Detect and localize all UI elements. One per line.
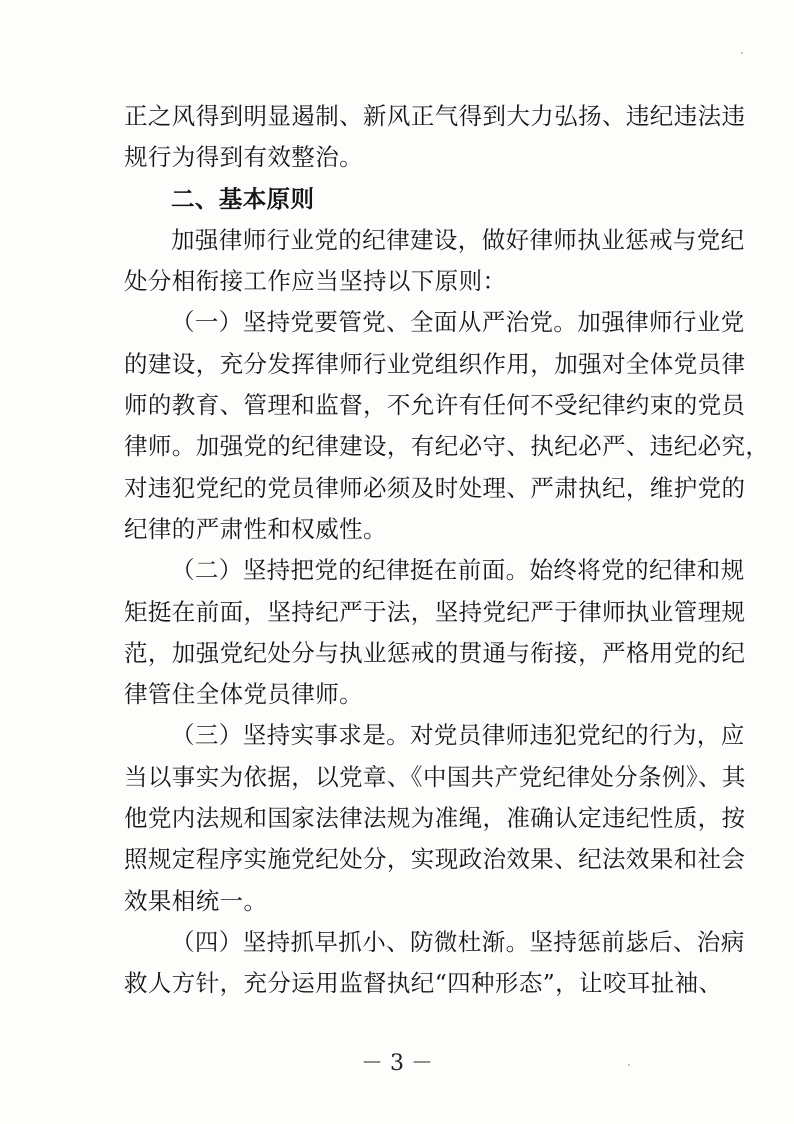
page-number: － 3 －	[361, 1051, 433, 1076]
text-line: 律管住全体党员律师。	[124, 680, 363, 709]
text-line: 他党内法规和国家法律法规为准绳，准确认定违纪性质，按	[124, 804, 746, 833]
text-line: 处分相衔接工作应当坚持以下原则：	[124, 267, 507, 296]
text-line: 效果相统一。	[124, 886, 268, 915]
scan-speck	[628, 1064, 630, 1066]
text-line: 正之风得到明显遏制、新风正气得到大力弘扬、违纪违法违	[124, 102, 746, 130]
text-line: （二）坚持把党的纪律挺在前面。始终将党的纪律和规	[171, 556, 745, 585]
text-line: 师的教育、管理和监督，不允许有任何不受纪律约束的党员	[124, 391, 746, 420]
text-line: 加强律师行业党的纪律建设，做好律师执业惩戒与党纪	[171, 225, 745, 254]
text-line: 对违犯党纪的党员律师必须及时处理、严肃执纪，维护党的	[124, 473, 746, 502]
text-line: 律师。加强党的纪律建设，有纪必守、执纪必严、违纪必究，	[124, 432, 770, 461]
text-line: 规行为得到有效整治。	[124, 143, 363, 172]
text-line: 的建设，充分发挥律师行业党组织作用，加强对全体党员律	[124, 349, 746, 378]
text-line: （三）坚持实事求是。对党员律师违犯党纪的行为，应	[171, 721, 745, 750]
text-line: 当以事实为依据，以党章、《中国共产党纪律处分条例》、其	[124, 762, 746, 791]
text-line: 救人方针，充分运用监督执纪“四种形态”，让咬耳扯袖、	[124, 969, 723, 998]
section-heading: 二、基本原则	[171, 184, 315, 213]
text-line: 矩挺在前面，坚持纪严于法，坚持党纪严于律师执业管理规	[124, 597, 746, 626]
text-line: （四）坚持抓早抓小、防微杜渐。坚持惩前毖后、治病	[171, 927, 745, 956]
body-text	[124, 96, 770, 1005]
text-line: 照规定程序实施党纪处分，实现政治效果、纪法效果和社会	[124, 845, 746, 874]
text-line: 范，加强党纪处分与执业惩戒的贯通与衔接，严格用党的纪	[124, 638, 746, 667]
text-line: （一）坚持党要管党、全面从严治党。加强律师行业党	[171, 308, 745, 337]
scan-speck	[741, 52, 743, 54]
text-line: 纪律的严肃性和权威性。	[124, 514, 387, 543]
